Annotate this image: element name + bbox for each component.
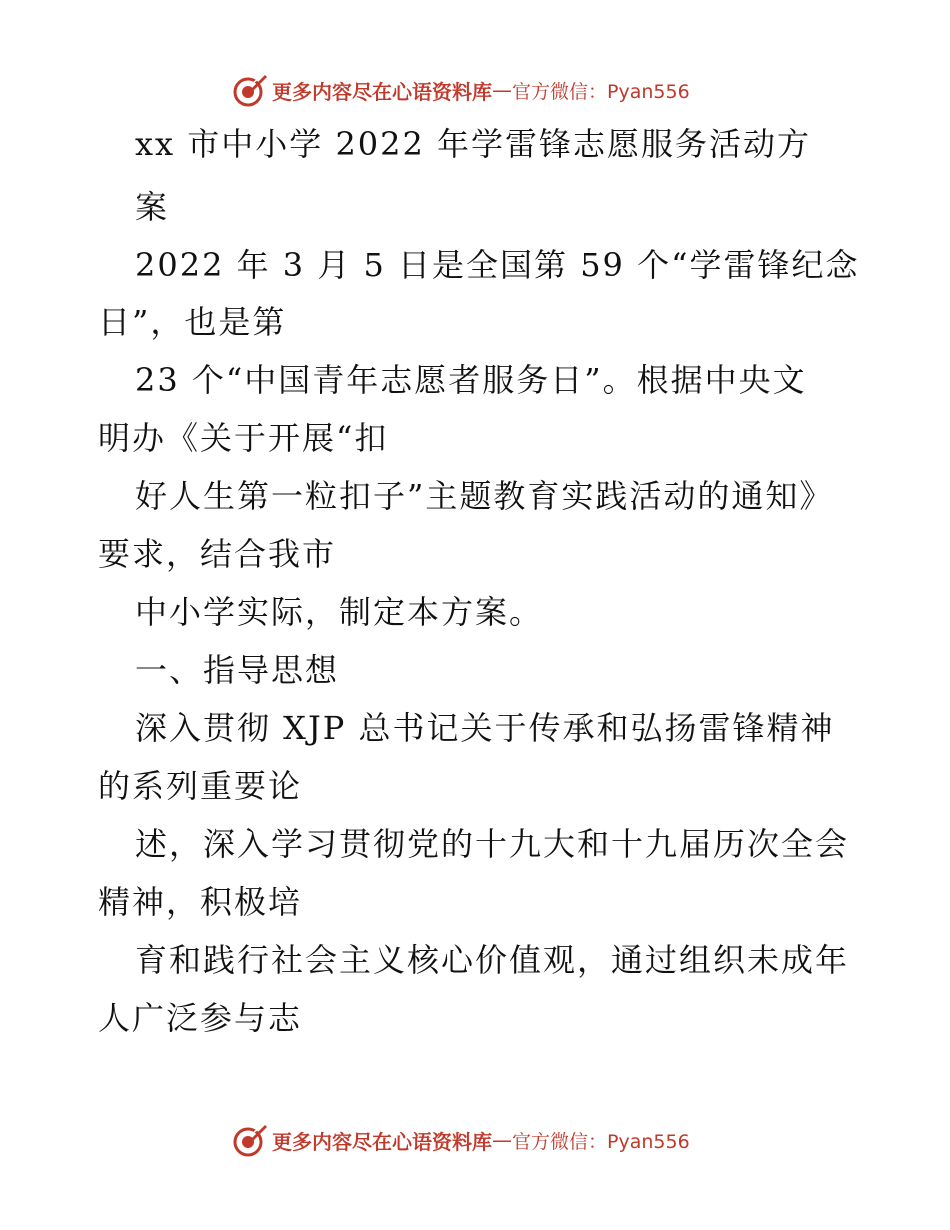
banner-title: 更多内容尽在心语资料库: [272, 1129, 492, 1154]
text-line: 的系列重要论: [98, 767, 303, 805]
header-banner: [232, 70, 690, 110]
footer-banner: [232, 1120, 690, 1160]
text-line: 精神，积极培: [98, 883, 303, 921]
text-line: 好人生第一粒扣子”主题教育实践活动的通知》: [135, 477, 834, 515]
title-line-2: 案: [135, 188, 170, 226]
banner-wechat: 官方微信：Pyan556: [512, 80, 690, 103]
text-line: 述，深入学习贯彻党的十九大和十九届历次全会: [135, 825, 850, 863]
text-line: 23 个“中国青年志愿者服务日”。根据中央文: [135, 361, 807, 399]
banner-separator: —: [492, 78, 512, 102]
text-line: 人广泛参与志: [98, 999, 303, 1037]
text-line: 日”，也是第: [98, 303, 287, 341]
title-line-1: xx 市中小学 2022 年学雷锋志愿服务活动方: [135, 125, 812, 163]
text-line: 要求，结合我市: [98, 535, 337, 573]
text-line: 明办《关于开展“扣: [98, 419, 389, 457]
banner-wechat: 官方微信：Pyan556: [512, 1130, 690, 1153]
text-line: 深入贯彻 XJP 总书记关于传承和弘扬雷锋精神: [135, 709, 835, 747]
pen-logo-icon: [232, 72, 268, 108]
text-line: 育和践行社会主义核心价值观，通过组织未成年: [135, 941, 850, 979]
text-line: 中小学实际，制定本方案。: [135, 593, 544, 631]
text-line: 2022 年 3 月 5 日是全国第 59 个“学雷锋纪念: [135, 246, 860, 284]
pen-logo-icon: [232, 1122, 268, 1158]
banner-separator: —: [492, 1128, 512, 1152]
banner-title: 更多内容尽在心语资料库: [272, 79, 492, 104]
section-heading: 一、指导思想: [135, 651, 340, 689]
